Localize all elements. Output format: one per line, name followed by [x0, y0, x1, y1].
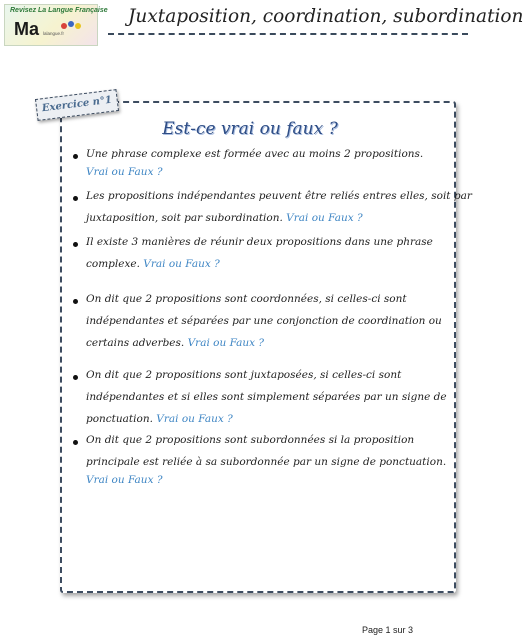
statement-text: Les propositions indépendantes peuvent être reliés entres elles, soit par [86, 190, 472, 202]
statement-text: Une phrase complexe est formée avec au moins 2 propositions. [86, 148, 424, 160]
bullet [73, 242, 78, 247]
answer-prompt: Vrai ou Faux ? [86, 166, 163, 178]
statement-text: On dit que 2 propositions sont subordonnées si la proposition [86, 434, 415, 446]
document-title: Juxtaposition, coordination, subordination [128, 6, 523, 27]
site-logo [4, 4, 108, 46]
statement-line [86, 434, 414, 446]
logo-site: lalangue.fr [43, 31, 65, 36]
logo-tagline: Revisez La Langue Française [10, 7, 108, 14]
statement-text: certains adverbes. [86, 337, 185, 349]
statement-line [86, 456, 446, 468]
header-divider [108, 33, 468, 35]
statement-text: On dit que 2 propositions sont coordonnées, si celles-ci sont [86, 293, 407, 305]
logo-dot-blue [68, 21, 74, 27]
statement-line [86, 337, 264, 349]
statement-line [86, 258, 220, 270]
statement-text: ponctuation. [86, 413, 153, 425]
bullet [73, 299, 78, 304]
statement-text: On dit que 2 propositions sont juxtaposées, si celles-ci sont [86, 369, 402, 381]
logo-dot-yellow [75, 23, 81, 29]
statement-line [86, 293, 407, 305]
statement-text: complexe. [86, 258, 140, 270]
exercise-title: Est-ce vrai ou faux ? [162, 119, 338, 139]
bullet [73, 196, 78, 201]
logo-dot-red [61, 23, 67, 29]
bullet [73, 154, 78, 159]
statement-line [86, 190, 472, 202]
statement-line [86, 391, 447, 403]
statement-text: Il existe 3 manières de réunir deux propositions dans une phrase [86, 236, 433, 248]
answer-prompt: Vrai ou Faux ? [286, 212, 363, 224]
statement-line [86, 212, 363, 224]
bullet [73, 375, 78, 380]
answer-prompt: Vrai ou Faux ? [143, 258, 220, 270]
statement-line [86, 315, 442, 327]
answer-prompt: Vrai ou Faux ? [156, 413, 233, 425]
statement-line [86, 148, 423, 160]
statement-text: indépendantes et si elles sont simplement séparées par un signe de [86, 391, 447, 403]
exercise-badge: Exercice n°1 [35, 89, 119, 121]
answer-prompt: Vrai ou Faux ? [86, 474, 163, 486]
statement-text: juxtaposition, soit par subordination. [86, 212, 283, 224]
statement-line [86, 236, 433, 248]
bullet [73, 440, 78, 445]
page-number: Page 1 sur 3 [362, 625, 414, 635]
answer-prompt: Vrai ou Faux ? [187, 337, 265, 349]
statement-line [86, 369, 401, 381]
statement-text: principale est reliée à sa subordonnée par un signe de ponctuation. [86, 456, 447, 468]
statement-line [86, 413, 233, 425]
logo-text: Ma [14, 19, 40, 39]
statement-text: indépendantes et séparées par une conjonction de coordination ou [86, 315, 442, 327]
